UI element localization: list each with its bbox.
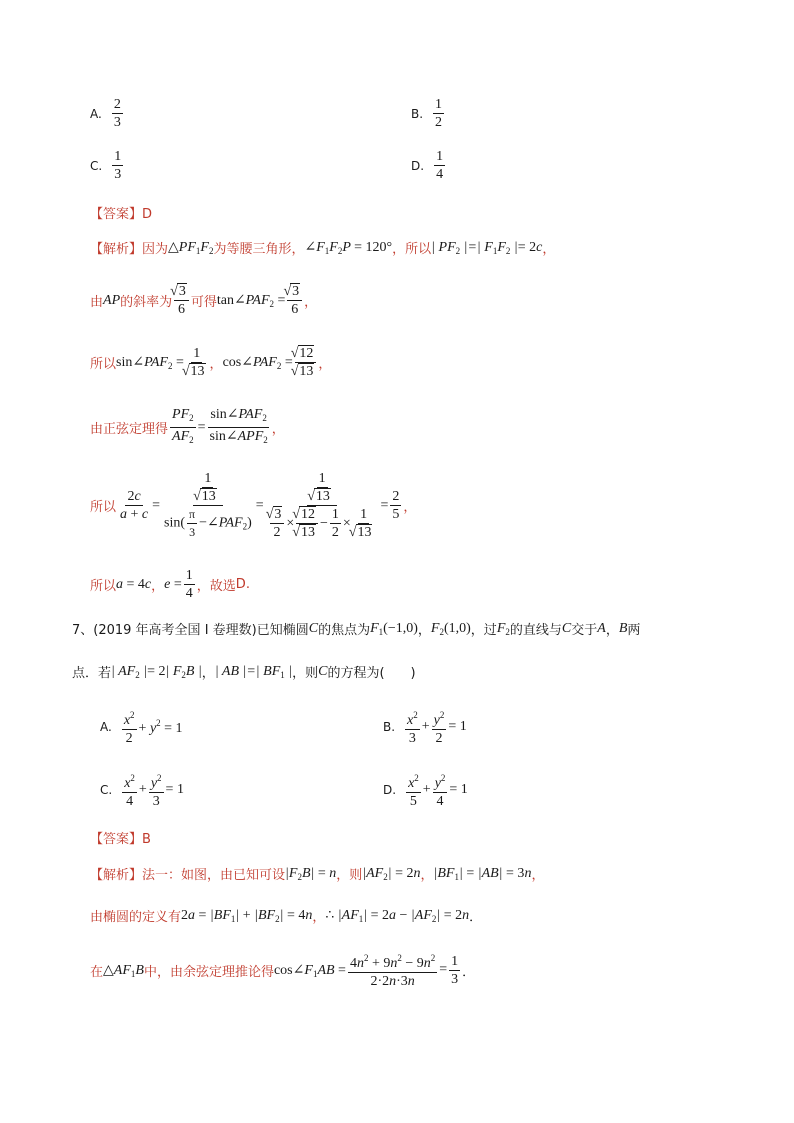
math: $\sin\angle PAF_2$ = — [116, 355, 184, 371]
fraction: $\frac{y^2}{2}$ — [432, 707, 447, 747]
q6-solution-line-5: 所以 $\frac{2c}{a + c}$ = 1 √ 13 sin( $\frac{\pi}{3}$ $-\angle PAF_2$) = 1 √ 13 √ $\frac{3}{2}$ × √ 12 √ 13 − $\frac{1}{2}$ × 1 √ 13 = $\frac{2}{5}$ ， — [90, 470, 416, 541]
math: ∴ $|AF_1| = 2a - |AF_2| = 2n$ — [325, 908, 470, 924]
fraction: √ 12 √ 13 — [295, 345, 317, 380]
q6-solution-line-4: 由正弦定理得 $\frac{PF_2}{AF_2}$ = $\frac{\sin\angle PAF_2}{\sin\angle APF_2}$ ， — [90, 406, 285, 449]
answer-value: B — [142, 832, 151, 847]
fraction: √ $\frac{3}{6}$ — [174, 283, 189, 318]
q6-solution-line-1: 【解析】 因为 $\triangle PF_1F_2$ 为等腰三角形， $\angle F_1F_2P = 120^\circ$ ，所以 | $PF_2$ |=| $F_1F_2$ |= 2c ， — [90, 239, 556, 257]
q7-question-line-2: 点．若 | $AF_2$ |= 2| $F_2B$ | ， | AB |=| $BF_1$ | ，则 C 的方程为( ) — [72, 663, 416, 681]
fraction: $\frac{x^2}{3}$ — [405, 707, 420, 747]
fraction: $\frac{y^2}{4}$ — [433, 770, 448, 810]
fraction: √ $\frac{3}{6}$ — [287, 283, 302, 318]
fraction: $\frac{y^2}{3}$ — [149, 770, 164, 810]
math: $\cos\angle F_1AB$ = — [273, 962, 346, 979]
fraction: $\frac{2}{5}$ — [392, 489, 400, 522]
q6-option-b — [411, 96, 446, 131]
option-label: C. — [90, 158, 103, 173]
fraction: $\frac{x^2}{4}$ — [122, 770, 137, 810]
math: $F_2(1,0)$ — [430, 620, 471, 637]
solution-tag: 【解析】 — [90, 242, 143, 257]
fraction: $\frac{1}{2}$ — [435, 97, 443, 130]
math: | AB |=| $BF_1$ | — [214, 663, 293, 680]
q7-option-b: B. $\frac{x^2}{3}$ + $\frac{y^2}{2}$ = 1 — [383, 707, 467, 747]
q7-solution-line-2: 由椭圆的定义有 $2a = |BF_1| + |BF_2| = 4n$ ， ∴ $|AF_1| = 2a - |AF_2| = 2n$ ． — [90, 907, 483, 925]
fraction: 1 √ 13 √ $\frac{3}{2}$ × √ 12 √ 13 − $\frac{1}{2}$ × 1 √ 13 — [266, 470, 379, 541]
math: | $PF_2$ |=| $F_1F_2$ |= 2c — [431, 239, 543, 256]
q7-answer — [90, 828, 151, 847]
fraction: $\frac{\sin\angle PAF_2}{\sin\angle APF_2}$ — [209, 407, 268, 445]
fraction: $\frac{4n^2 + 9n^2 - 9n^2}{2\cdot 2n\cdot 3n}$ — [348, 950, 437, 990]
fraction: $\frac{PF_2}{AF_2}$ — [172, 407, 194, 445]
math: $\triangle AF_1B$ — [103, 962, 144, 979]
q7-solution-line-3: 在 $\triangle AF_1B$ 中，由余弦定理推论得 $\cos\angle F_1AB$ = $\frac{4n^2 + 9n^2 - 9n^2}{2\cdot 2n\cdot 3n}$ = $\frac{1}{3}$ ． — [90, 950, 475, 990]
math: $|F_2B| = n$ — [285, 865, 337, 882]
fraction: 1 √ 13 — [186, 345, 208, 380]
answer-value: D — [142, 207, 153, 222]
option-label: D. — [383, 783, 397, 797]
option-label: A. — [90, 106, 102, 121]
option-label: B. — [383, 720, 396, 734]
choice: D — [235, 577, 246, 592]
q6-option-d — [411, 148, 447, 183]
q7-option-d: D. $\frac{x^2}{5}$ + $\frac{y^2}{4}$ = 1 — [383, 770, 468, 810]
fraction: 1 √ 13 sin( $\frac{\pi}{3}$ $-\angle PAF_2$) — [162, 470, 254, 541]
fraction: $\frac{2c}{a + c}$ — [120, 489, 149, 522]
math: $|AF_2| = 2n$ — [362, 865, 421, 882]
solution-tag: 【解析】 — [90, 868, 143, 883]
q6-option-c — [90, 148, 125, 183]
math: $F_1(-1,0)$ — [370, 620, 418, 637]
math: AP — [103, 292, 121, 308]
fraction: $\frac{2}{3}$ — [113, 97, 121, 130]
math: e = — [164, 576, 182, 592]
fraction: $\frac{1}{4}$ — [185, 568, 193, 601]
fraction: $\frac{x^2}{5}$ — [406, 770, 421, 810]
math: $\angle F_1F_2P = 120^\circ$ — [304, 240, 393, 256]
option-label: C. — [100, 783, 113, 797]
option-label: A. — [100, 720, 112, 734]
fraction: $\frac{1}{4}$ — [436, 149, 444, 182]
q7-question-line-1: 7、(2019 年高考全国 I 卷理数)已知椭圆 C 的焦点为 $F_1(-1,0)$ ， $F_2(1,0)$ ，过 $F_2$ 的直线与 C 交于 A ， B 两 — [72, 620, 641, 638]
math: $\tan\angle PAF_2$ = — [216, 293, 286, 309]
answer-tag: 【答案】 — [90, 832, 143, 847]
math: a = 4c — [116, 576, 152, 592]
math: $|BF_1| = |AB| = 3n$ — [433, 865, 532, 882]
q6-solution-line-6: 所以 a = 4c ， e = $\frac{1}{4}$ ，故选 D . — [90, 568, 250, 601]
q7-solution-line-1: 【解析】 法一：如图，由已知可设 $|F_2B| = n$ ，则 $|AF_2| = 2n$ ， $|BF_1| = |AB| = 3n$ ， — [90, 865, 545, 883]
q6-solution-line-2: 由 AP 的斜率为 √ $\frac{3}{6}$ 可得 $\tan\angle PAF_2$ = √ $\frac{3}{6}$ ， — [90, 283, 317, 318]
option-label: D. — [411, 158, 425, 173]
q6-solution-line-3: 所以 $\sin\angle PAF_2$ = 1 √ 13 ， $\cos\angle PAF_2$ = √ 12 √ 13 ， — [90, 345, 331, 380]
fraction: $\frac{1}{3}$ — [114, 149, 122, 182]
math: $\cos\angle PAF_2$ = — [222, 355, 293, 371]
math: $2a = |BF_1| + |BF_2| = 4n$ — [181, 907, 313, 924]
option-label: B. — [411, 106, 424, 121]
q7-option-a: A. $\frac{x^2}{2}$ + $y^2 = 1$ — [100, 707, 183, 747]
answer-tag: 【答案】 — [90, 207, 143, 222]
fraction: $\frac{x^2}{2}$ — [122, 707, 137, 747]
q6-answer — [90, 203, 152, 222]
math: | $AF_2$ |= 2| $F_2B$ | — [111, 663, 202, 680]
math: $\triangle PF_1F_2$ — [168, 240, 214, 256]
q6-option-a — [90, 96, 125, 131]
q7-option-c: C. $\frac{x^2}{4}$ + $\frac{y^2}{3}$ = 1 — [100, 770, 184, 810]
fraction: $\frac{1}{3}$ — [451, 953, 459, 987]
